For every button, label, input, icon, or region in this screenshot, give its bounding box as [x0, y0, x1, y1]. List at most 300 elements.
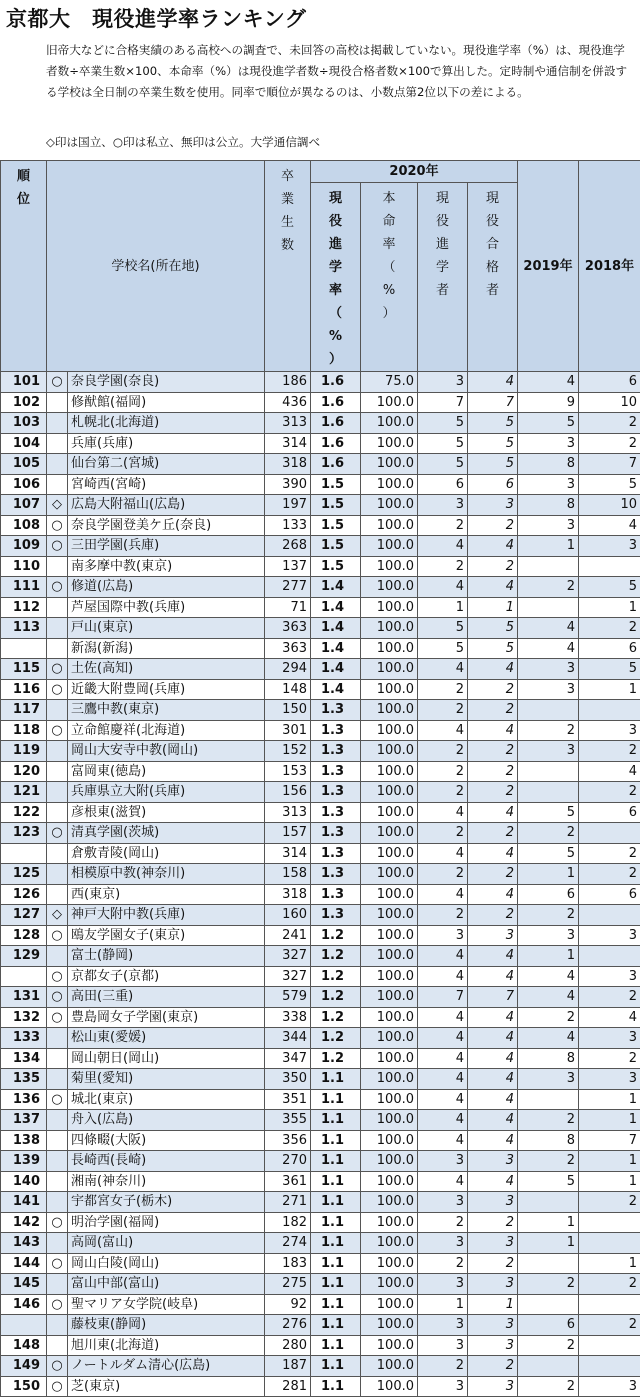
rank-cell: 131	[1, 987, 47, 1008]
graduates-count: 361	[265, 1171, 311, 1192]
passed-count: 4	[468, 884, 518, 905]
enrolled-count: 4	[418, 946, 468, 967]
count-2019: 9	[518, 392, 579, 413]
count-2018: 3	[579, 1069, 640, 1090]
school-name: 神戸大附中教(兵庫)	[68, 905, 265, 926]
school-name: ノートルダム清心(広島)	[68, 1356, 265, 1377]
school-name: 修猷館(福岡)	[68, 392, 265, 413]
count-2018: 6	[579, 802, 640, 823]
passed-count: 4	[468, 372, 518, 393]
table-row	[1, 679, 640, 700]
rank-cell: 117	[1, 700, 47, 721]
honmei-rate: 100.0	[361, 1171, 418, 1192]
honmei-rate: 100.0	[361, 433, 418, 454]
rank-cell: 112	[1, 597, 47, 618]
school-name: 芝(東京)	[68, 1376, 265, 1397]
count-2018: 4	[579, 1007, 640, 1028]
table-row	[1, 1171, 640, 1192]
table-row	[1, 556, 640, 577]
count-2019	[518, 556, 579, 577]
count-2018: 1	[579, 597, 640, 618]
ownership-mark	[47, 1028, 68, 1049]
school-name: 四條畷(大阪)	[68, 1130, 265, 1151]
count-2019: 3	[518, 433, 579, 454]
advance-rate: 1.1	[311, 1069, 361, 1090]
rank-cell: 125	[1, 864, 47, 885]
honmei-rate: 100.0	[361, 1028, 418, 1049]
ownership-mark	[47, 433, 68, 454]
graduates-count: 71	[265, 597, 311, 618]
advance-rate: 1.3	[311, 905, 361, 926]
count-2018: 5	[579, 659, 640, 680]
graduates-count: 281	[265, 1376, 311, 1397]
honmei-rate: 100.0	[361, 1130, 418, 1151]
count-2019: 4	[518, 638, 579, 659]
school-name: 新潟(新潟)	[68, 638, 265, 659]
graduates-count: 270	[265, 1151, 311, 1172]
table-row	[1, 905, 640, 926]
rank-cell	[1, 843, 47, 864]
count-2019: 1	[518, 536, 579, 557]
honmei-rate: 100.0	[361, 413, 418, 434]
enrolled-count: 1	[418, 1294, 468, 1315]
enrolled-count: 3	[418, 1192, 468, 1213]
honmei-rate: 100.0	[361, 823, 418, 844]
graduates-count: 152	[265, 741, 311, 762]
table-row	[1, 474, 640, 495]
table-row	[1, 1028, 640, 1049]
table-row	[1, 1089, 640, 1110]
table-row	[1, 1356, 640, 1377]
graduates-count: 268	[265, 536, 311, 557]
graduates-count: 137	[265, 556, 311, 577]
count-2019: 3	[518, 679, 579, 700]
advance-rate: 1.1	[311, 1294, 361, 1315]
passed-count: 5	[468, 454, 518, 475]
school-name: 鴎友学園女子(東京)	[68, 925, 265, 946]
advance-rate: 1.2	[311, 1048, 361, 1069]
graduates-count: 347	[265, 1048, 311, 1069]
enrolled-count: 2	[418, 679, 468, 700]
ownership-mark	[47, 843, 68, 864]
enrolled-count: 1	[418, 597, 468, 618]
graduates-count: 187	[265, 1356, 311, 1377]
advance-rate: 1.5	[311, 515, 361, 536]
graduates-count: 313	[265, 802, 311, 823]
honmei-rate: 100.0	[361, 454, 418, 475]
advance-rate: 1.6	[311, 413, 361, 434]
school-name: 高田(三重)	[68, 987, 265, 1008]
advance-rate: 1.6	[311, 372, 361, 393]
school-name: 兵庫(兵庫)	[68, 433, 265, 454]
school-name: 清真学園(茨城)	[68, 823, 265, 844]
ownership-mark	[47, 1151, 68, 1172]
honmei-rate: 100.0	[361, 1151, 418, 1172]
table-row	[1, 843, 640, 864]
honmei-rate: 100.0	[361, 782, 418, 803]
advance-rate: 1.3	[311, 741, 361, 762]
passed-count: 7	[468, 392, 518, 413]
table-row	[1, 761, 640, 782]
rank-cell: 102	[1, 392, 47, 413]
school-name: 立命館慶祥(北海道)	[68, 720, 265, 741]
count-2018: 2	[579, 782, 640, 803]
school-name: 明治学園(福岡)	[68, 1212, 265, 1233]
rank-cell: 129	[1, 946, 47, 967]
ownership-mark	[47, 618, 68, 639]
count-2018: 2	[579, 1048, 640, 1069]
ownership-mark: ◇	[47, 495, 68, 516]
table-row	[1, 433, 640, 454]
count-2018: 2	[579, 1192, 640, 1213]
rank-cell: 107	[1, 495, 47, 516]
count-2018	[579, 1212, 640, 1233]
rank-cell: 149	[1, 1356, 47, 1377]
rank-cell: 123	[1, 823, 47, 844]
ownership-mark	[47, 1315, 68, 1336]
honmei-rate: 100.0	[361, 392, 418, 413]
ownership-mark: ○	[47, 659, 68, 680]
enrolled-count: 3	[418, 372, 468, 393]
advance-rate: 1.4	[311, 618, 361, 639]
honmei-rate: 100.0	[361, 905, 418, 926]
advance-rate: 1.1	[311, 1171, 361, 1192]
rank-cell: 120	[1, 761, 47, 782]
count-2018: 3	[579, 536, 640, 557]
passed-count: 3	[468, 1192, 518, 1213]
ownership-mark: ○	[47, 577, 68, 598]
honmei-rate: 100.0	[361, 474, 418, 495]
ownership-mark	[47, 597, 68, 618]
enrolled-count: 2	[418, 1356, 468, 1377]
count-2019	[518, 597, 579, 618]
table-row	[1, 515, 640, 536]
rank-cell	[1, 1315, 47, 1336]
enrolled-count: 4	[418, 1171, 468, 1192]
school-name: 近畿大附豊岡(兵庫)	[68, 679, 265, 700]
graduates-count: 294	[265, 659, 311, 680]
honmei-rate: 100.0	[361, 1192, 418, 1213]
count-2018: 1	[579, 1089, 640, 1110]
honmei-rate: 100.0	[361, 946, 418, 967]
advance-rate: 1.1	[311, 1192, 361, 1213]
table-row	[1, 372, 640, 393]
honmei-rate: 100.0	[361, 843, 418, 864]
count-2018: 1	[579, 1253, 640, 1274]
passed-count: 2	[468, 515, 518, 536]
advance-rate: 1.1	[311, 1376, 361, 1397]
count-2019: 1	[518, 946, 579, 967]
count-2019: 3	[518, 515, 579, 536]
school-name: 南多摩中教(東京)	[68, 556, 265, 577]
count-2019: 4	[518, 372, 579, 393]
passed-count: 2	[468, 556, 518, 577]
ownership-mark	[47, 946, 68, 967]
table-row	[1, 741, 640, 762]
methodology-notes: 旧帝大などに合格実績のある高校への調査で、未回答の高校は掲載していない。現役進学率（%）は、現役進学者数÷卒業生数×100、本命率（%）は現役進学者数÷現役合格者数×100で算出した。定時制や通信制を併設する学校は全日制の卒業生数を使用。同率で順位が異なるのは、小数点第2位以下の差による。	[46, 43, 628, 99]
passed-count: 4	[468, 577, 518, 598]
table-row	[1, 1376, 640, 1397]
table-row	[1, 802, 640, 823]
count-2019	[518, 1192, 579, 1213]
passed-count: 3	[468, 495, 518, 516]
graduates-count: 133	[265, 515, 311, 536]
passed-count: 3	[468, 1315, 518, 1336]
count-2019: 3	[518, 474, 579, 495]
advance-rate: 1.1	[311, 1356, 361, 1377]
count-2019: 2	[518, 905, 579, 926]
count-2019	[518, 1253, 579, 1274]
rank-cell: 140	[1, 1171, 47, 1192]
ownership-mark	[47, 1110, 68, 1131]
school-name: 兵庫県立大附(兵庫)	[68, 782, 265, 803]
table-row	[1, 946, 640, 967]
advance-rate: 1.1	[311, 1110, 361, 1131]
honmei-rate: 100.0	[361, 1274, 418, 1295]
ownership-mark: ○	[47, 1212, 68, 1233]
rank-cell: 138	[1, 1130, 47, 1151]
ownership-mark	[47, 802, 68, 823]
graduates-count: 327	[265, 946, 311, 967]
rank-cell: 113	[1, 618, 47, 639]
table-row	[1, 987, 640, 1008]
school-name: 相模原中教(神奈川)	[68, 864, 265, 885]
graduates-count: 351	[265, 1089, 311, 1110]
ownership-mark: ○	[47, 372, 68, 393]
count-2018: 6	[579, 884, 640, 905]
count-2018: 10	[579, 495, 640, 516]
table-row	[1, 700, 640, 721]
graduates-count: 277	[265, 577, 311, 598]
count-2019: 1	[518, 864, 579, 885]
passed-count: 4	[468, 1048, 518, 1069]
rank-cell: 122	[1, 802, 47, 823]
rank-cell: 132	[1, 1007, 47, 1028]
honmei-rate: 100.0	[361, 1356, 418, 1377]
enrolled-count: 4	[418, 1007, 468, 1028]
advance-rate: 1.1	[311, 1335, 361, 1356]
graduates-count: 344	[265, 1028, 311, 1049]
school-name: 芦屋国際中教(兵庫)	[68, 597, 265, 618]
enrolled-count: 4	[418, 1089, 468, 1110]
count-2018: 1	[579, 1171, 640, 1192]
count-2018: 2	[579, 618, 640, 639]
advance-rate: 1.1	[311, 1274, 361, 1295]
school-name: 宇都宮女子(栃木)	[68, 1192, 265, 1213]
table-row	[1, 536, 640, 557]
rank-cell	[1, 966, 47, 987]
header-passed: 現役合格者	[468, 183, 518, 372]
count-2019: 5	[518, 413, 579, 434]
rank-cell: 116	[1, 679, 47, 700]
honmei-rate: 100.0	[361, 577, 418, 598]
school-name: 修道(広島)	[68, 577, 265, 598]
honmei-rate: 100.0	[361, 1212, 418, 1233]
rank-cell: 101	[1, 372, 47, 393]
enrolled-count: 3	[418, 1335, 468, 1356]
graduates-count: 318	[265, 454, 311, 475]
count-2019: 4	[518, 987, 579, 1008]
count-2018: 2	[579, 433, 640, 454]
header-2020: 2020年	[311, 161, 518, 183]
school-name: 豊島岡女子学園(東京)	[68, 1007, 265, 1028]
honmei-rate: 75.0	[361, 372, 418, 393]
enrolled-count: 4	[418, 802, 468, 823]
count-2019	[518, 761, 579, 782]
count-2019	[518, 1356, 579, 1377]
passed-count: 3	[468, 1376, 518, 1397]
count-2018	[579, 1356, 640, 1377]
rank-cell: 141	[1, 1192, 47, 1213]
rank-cell: 121	[1, 782, 47, 803]
count-2018: 2	[579, 843, 640, 864]
ownership-mark	[47, 741, 68, 762]
passed-count: 2	[468, 761, 518, 782]
ownership-mark: ○	[47, 720, 68, 741]
honmei-rate: 100.0	[361, 679, 418, 700]
advance-rate: 1.3	[311, 884, 361, 905]
passed-count: 3	[468, 925, 518, 946]
rank-cell: 136	[1, 1089, 47, 1110]
legend-note: ◇印は国立、○印は私立、無印は公立。大学通信調べ	[46, 135, 321, 149]
enrolled-count: 5	[418, 433, 468, 454]
count-2019: 5	[518, 1171, 579, 1192]
graduates-count: 197	[265, 495, 311, 516]
advance-rate: 1.1	[311, 1151, 361, 1172]
advance-rate: 1.2	[311, 987, 361, 1008]
passed-count: 1	[468, 1294, 518, 1315]
count-2018: 1	[579, 1110, 640, 1131]
graduates-count: 313	[265, 413, 311, 434]
graduates-count: 363	[265, 618, 311, 639]
rank-cell: 150	[1, 1376, 47, 1397]
table-row	[1, 1130, 640, 1151]
rank-cell: 135	[1, 1069, 47, 1090]
graduates-count: 153	[265, 761, 311, 782]
rank-cell: 144	[1, 1253, 47, 1274]
passed-count: 5	[468, 433, 518, 454]
school-name: 札幌北(北海道)	[68, 413, 265, 434]
count-2019: 6	[518, 884, 579, 905]
school-name: 奈良学園登美ケ丘(奈良)	[68, 515, 265, 536]
enrolled-count: 5	[418, 638, 468, 659]
count-2019: 2	[518, 1376, 579, 1397]
school-name: 仙台第二(宮城)	[68, 454, 265, 475]
school-name: 富岡東(徳島)	[68, 761, 265, 782]
table-row	[1, 884, 640, 905]
advance-rate: 1.3	[311, 843, 361, 864]
rank-cell: 146	[1, 1294, 47, 1315]
count-2019: 2	[518, 577, 579, 598]
count-2018	[579, 946, 640, 967]
honmei-rate: 100.0	[361, 659, 418, 680]
advance-rate: 1.3	[311, 720, 361, 741]
count-2019: 3	[518, 741, 579, 762]
graduates-count: 182	[265, 1212, 311, 1233]
honmei-rate: 100.0	[361, 1069, 418, 1090]
school-name: 高岡(富山)	[68, 1233, 265, 1254]
passed-count: 7	[468, 987, 518, 1008]
rank-cell: 104	[1, 433, 47, 454]
table-row	[1, 925, 640, 946]
advance-rate: 1.4	[311, 597, 361, 618]
advance-rate: 1.5	[311, 556, 361, 577]
rank-cell: 119	[1, 741, 47, 762]
advance-rate: 1.6	[311, 454, 361, 475]
advance-rate: 1.4	[311, 638, 361, 659]
honmei-rate: 100.0	[361, 638, 418, 659]
school-name: 聖マリア女学院(岐阜)	[68, 1294, 265, 1315]
count-2018: 2	[579, 987, 640, 1008]
header-2018: 2018年	[579, 161, 640, 372]
count-2018: 4	[579, 515, 640, 536]
honmei-rate: 100.0	[361, 741, 418, 762]
ownership-mark	[47, 413, 68, 434]
enrolled-count: 4	[418, 1048, 468, 1069]
ownership-mark: ○	[47, 1356, 68, 1377]
table-row	[1, 618, 640, 639]
passed-count: 2	[468, 679, 518, 700]
rank-cell: 105	[1, 454, 47, 475]
advance-rate: 1.2	[311, 946, 361, 967]
honmei-rate: 100.0	[361, 966, 418, 987]
count-2019: 1	[518, 1233, 579, 1254]
count-2019: 2	[518, 1110, 579, 1131]
table-row	[1, 782, 640, 803]
count-2019	[518, 782, 579, 803]
count-2018: 6	[579, 372, 640, 393]
graduates-count: 274	[265, 1233, 311, 1254]
school-name: 長崎西(長崎)	[68, 1151, 265, 1172]
header-enrolled: 現役進学者	[418, 183, 468, 372]
school-name: 倉敷青陵(岡山)	[68, 843, 265, 864]
enrolled-count: 4	[418, 1130, 468, 1151]
ownership-mark	[47, 474, 68, 495]
honmei-rate: 100.0	[361, 884, 418, 905]
passed-count: 5	[468, 618, 518, 639]
school-name: 土佐(高知)	[68, 659, 265, 680]
passed-count: 3	[468, 1335, 518, 1356]
table-row	[1, 1007, 640, 1028]
count-2019: 2	[518, 1151, 579, 1172]
ownership-mark	[47, 1048, 68, 1069]
passed-count: 5	[468, 413, 518, 434]
school-name: 三田学園(兵庫)	[68, 536, 265, 557]
enrolled-count: 4	[418, 536, 468, 557]
ownership-mark: ○	[47, 1253, 68, 1274]
ownership-mark	[47, 1069, 68, 1090]
passed-count: 4	[468, 1171, 518, 1192]
ownership-mark: ○	[47, 823, 68, 844]
count-2019: 8	[518, 454, 579, 475]
count-2018	[579, 700, 640, 721]
graduates-count: 148	[265, 679, 311, 700]
passed-count: 4	[468, 946, 518, 967]
passed-count: 4	[468, 720, 518, 741]
passed-count: 4	[468, 802, 518, 823]
honmei-rate: 100.0	[361, 536, 418, 557]
enrolled-count: 3	[418, 1315, 468, 1336]
enrolled-count: 5	[418, 413, 468, 434]
honmei-rate: 100.0	[361, 1253, 418, 1274]
graduates-count: 160	[265, 905, 311, 926]
ownership-mark	[47, 782, 68, 803]
school-name: 藤枝東(静岡)	[68, 1315, 265, 1336]
advance-rate: 1.5	[311, 474, 361, 495]
passed-count: 4	[468, 1130, 518, 1151]
graduates-count: 157	[265, 823, 311, 844]
ownership-mark	[47, 1192, 68, 1213]
